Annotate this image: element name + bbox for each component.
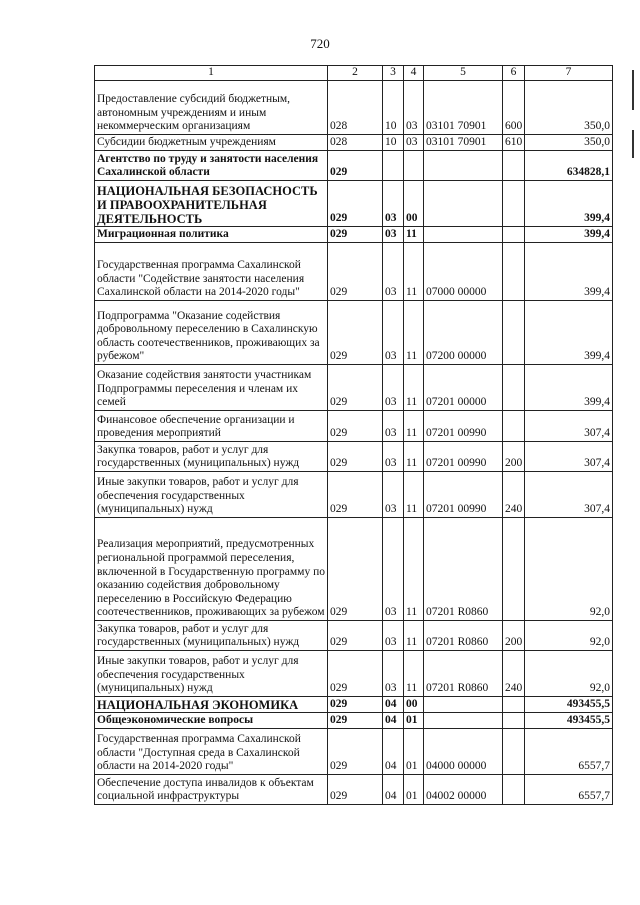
table-row (95, 151, 613, 181)
row-pr-code: 11 (404, 472, 424, 518)
header-cell: 1 (95, 66, 328, 81)
row-rz-code: 03 (383, 301, 404, 365)
row-csr-code: 07201 00990 (424, 411, 503, 442)
row-vr-code (503, 365, 525, 411)
table-row (95, 181, 613, 227)
row-rz-code: 03 (383, 621, 404, 651)
row-rz-code: 04 (383, 713, 404, 729)
row-name: Общеэкономические вопросы (95, 713, 328, 729)
row-amount: 493455,5 (525, 713, 613, 729)
row-csr-code (424, 227, 503, 243)
row-name: Иные закупки товаров, работ и услуг для обеспечения государственных (муниципальных) нужд (95, 472, 328, 518)
row-amount: 307,4 (525, 442, 613, 472)
row-rz-code: 03 (383, 181, 404, 227)
table-row (95, 651, 613, 697)
row-name: Государственная программа Сахалинской области "Доступная среда в Сахалинской области на 2014-2020 годы" (95, 729, 328, 775)
row-gr-code: 029 (328, 713, 383, 729)
row-pr-code: 00 (404, 697, 424, 713)
row-rz-code: 03 (383, 651, 404, 697)
table-row (95, 411, 613, 442)
row-pr-code: 11 (404, 651, 424, 697)
row-name: Предоставление субсидий бюджетным, автономным учреждениям и иным некоммерческим организациям (95, 81, 328, 135)
row-rz-code: 04 (383, 697, 404, 713)
row-amount: 350,0 (525, 81, 613, 135)
row-csr-code: 07201 R0860 (424, 621, 503, 651)
row-gr-code: 029 (328, 227, 383, 243)
row-amount: 92,0 (525, 518, 613, 621)
row-rz-code: 04 (383, 775, 404, 805)
row-name: Подпрограмма "Оказание содействия добровольному переселению в Сахалинскую область соотечественников, проживающих за рубежом" (95, 301, 328, 365)
row-name: Реализация мероприятий, предусмотренных региональной программой переселения, включенной в Государственную программу по оказанию содействия добровольному переселению в Российскую Федерацию соотечественников, проживающих за рубежом (95, 518, 328, 621)
row-amount: 493455,5 (525, 697, 613, 713)
row-gr-code: 029 (328, 151, 383, 181)
row-csr-code (424, 697, 503, 713)
row-vr-code: 600 (503, 81, 525, 135)
row-gr-code: 028 (328, 81, 383, 135)
row-name: Субсидии бюджетным учреждениям (95, 135, 328, 151)
row-csr-code: 07201 00990 (424, 472, 503, 518)
row-vr-code: 240 (503, 472, 525, 518)
row-name: Иные закупки товаров, работ и услуг для обеспечения государственных (муниципальных) нужд (95, 651, 328, 697)
row-name: Финансовое обеспечение организации и проведения мероприятий (95, 411, 328, 442)
row-gr-code: 029 (328, 365, 383, 411)
scan-edge-mark (632, 130, 634, 158)
row-name: НАЦИОНАЛЬНАЯ БЕЗОПАСНОСТЬ И ПРАВООХРАНИТЕЛЬНАЯ ДЕЯТЕЛЬНОСТЬ (95, 181, 328, 227)
row-vr-code: 240 (503, 651, 525, 697)
row-name: Закупка товаров, работ и услуг для государственных (муниципальных) нужд (95, 442, 328, 472)
table-row (95, 81, 613, 135)
row-rz-code: 03 (383, 472, 404, 518)
row-name: Оказание содействия занятости участникам Подпрограммы переселения и членам их семей (95, 365, 328, 411)
row-rz-code: 03 (383, 243, 404, 301)
row-amount: 634828,1 (525, 151, 613, 181)
row-vr-code (503, 243, 525, 301)
row-pr-code: 11 (404, 301, 424, 365)
row-rz-code: 03 (383, 365, 404, 411)
row-csr-code: 04000 00000 (424, 729, 503, 775)
row-amount: 399,4 (525, 365, 613, 411)
row-amount: 399,4 (525, 181, 613, 227)
scan-edge-mark (632, 70, 634, 110)
row-vr-code (503, 775, 525, 805)
budget-table (94, 65, 613, 805)
table-row (95, 713, 613, 729)
row-pr-code (404, 151, 424, 181)
row-name: НАЦИОНАЛЬНАЯ ЭКОНОМИКА (95, 697, 328, 713)
row-csr-code (424, 713, 503, 729)
row-gr-code: 029 (328, 181, 383, 227)
row-rz-code: 04 (383, 729, 404, 775)
row-amount: 399,4 (525, 227, 613, 243)
row-vr-code (503, 151, 525, 181)
row-pr-code: 03 (404, 135, 424, 151)
row-csr-code: 07200 00000 (424, 301, 503, 365)
row-csr-code: 07201 00990 (424, 442, 503, 472)
row-pr-code: 00 (404, 181, 424, 227)
table-row (95, 729, 613, 775)
header-cell: 7 (525, 66, 613, 81)
row-rz-code: 03 (383, 442, 404, 472)
table-body (95, 66, 613, 805)
row-amount: 399,4 (525, 243, 613, 301)
row-rz-code (383, 151, 404, 181)
row-amount: 6557,7 (525, 775, 613, 805)
row-name: Закупка товаров, работ и услуг для государственных (муниципальных) нужд (95, 621, 328, 651)
row-vr-code (503, 729, 525, 775)
row-gr-code: 029 (328, 518, 383, 621)
header-cell: 2 (328, 66, 383, 81)
row-gr-code: 029 (328, 651, 383, 697)
row-csr-code: 03101 70901 (424, 135, 503, 151)
row-amount: 307,4 (525, 411, 613, 442)
row-amount: 92,0 (525, 651, 613, 697)
row-vr-code (503, 227, 525, 243)
row-gr-code: 029 (328, 243, 383, 301)
row-rz-code: 10 (383, 135, 404, 151)
row-amount: 92,0 (525, 621, 613, 651)
row-amount: 307,4 (525, 472, 613, 518)
row-name: Обеспечение доступа инвалидов к объектам социальной инфраструктуры (95, 775, 328, 805)
row-pr-code: 11 (404, 442, 424, 472)
table-row (95, 697, 613, 713)
table-row (95, 227, 613, 243)
row-gr-code: 028 (328, 135, 383, 151)
row-gr-code: 029 (328, 729, 383, 775)
row-pr-code: 11 (404, 243, 424, 301)
row-gr-code: 029 (328, 621, 383, 651)
row-gr-code: 029 (328, 301, 383, 365)
table-row (95, 518, 613, 621)
row-pr-code: 11 (404, 621, 424, 651)
row-rz-code: 03 (383, 227, 404, 243)
row-vr-code (503, 411, 525, 442)
row-amount: 6557,7 (525, 729, 613, 775)
row-vr-code (503, 518, 525, 621)
row-amount: 399,4 (525, 301, 613, 365)
row-gr-code: 029 (328, 411, 383, 442)
header-cell: 5 (424, 66, 503, 81)
header-cell: 3 (383, 66, 404, 81)
row-vr-code (503, 713, 525, 729)
row-csr-code: 07201 R0860 (424, 518, 503, 621)
row-csr-code: 04002 00000 (424, 775, 503, 805)
row-vr-code (503, 301, 525, 365)
row-gr-code: 029 (328, 697, 383, 713)
table-row (95, 775, 613, 805)
table-row (95, 301, 613, 365)
row-csr-code (424, 151, 503, 181)
header-row (95, 66, 613, 81)
row-rz-code: 03 (383, 411, 404, 442)
table-row (95, 365, 613, 411)
row-csr-code: 07201 R0860 (424, 651, 503, 697)
row-pr-code: 11 (404, 518, 424, 621)
row-pr-code: 01 (404, 775, 424, 805)
row-vr-code (503, 697, 525, 713)
header-cell: 4 (404, 66, 424, 81)
row-vr-code (503, 181, 525, 227)
row-pr-code: 01 (404, 713, 424, 729)
row-vr-code: 610 (503, 135, 525, 151)
row-rz-code: 03 (383, 518, 404, 621)
row-name: Агентство по труду и занятости населения Сахалинской области (95, 151, 328, 181)
row-csr-code (424, 181, 503, 227)
row-pr-code: 11 (404, 411, 424, 442)
row-gr-code: 029 (328, 442, 383, 472)
row-csr-code: 03101 70901 (424, 81, 503, 135)
header-cell: 6 (503, 66, 525, 81)
row-vr-code: 200 (503, 442, 525, 472)
table-row (95, 621, 613, 651)
table-row (95, 135, 613, 151)
table-row (95, 472, 613, 518)
row-gr-code: 029 (328, 472, 383, 518)
row-vr-code: 200 (503, 621, 525, 651)
row-name: Миграционная политика (95, 227, 328, 243)
table-row (95, 243, 613, 301)
row-amount: 350,0 (525, 135, 613, 151)
row-pr-code: 11 (404, 227, 424, 243)
row-name: Государственная программа Сахалинской области "Содействие занятости населения Сахалинской области на 2014-2020 годы" (95, 243, 328, 301)
table-row (95, 442, 613, 472)
row-pr-code: 01 (404, 729, 424, 775)
row-pr-code: 03 (404, 81, 424, 135)
page-number: 720 (310, 36, 330, 51)
row-rz-code: 10 (383, 81, 404, 135)
row-gr-code: 029 (328, 775, 383, 805)
row-csr-code: 07000 00000 (424, 243, 503, 301)
row-csr-code: 07201 00000 (424, 365, 503, 411)
row-pr-code: 11 (404, 365, 424, 411)
